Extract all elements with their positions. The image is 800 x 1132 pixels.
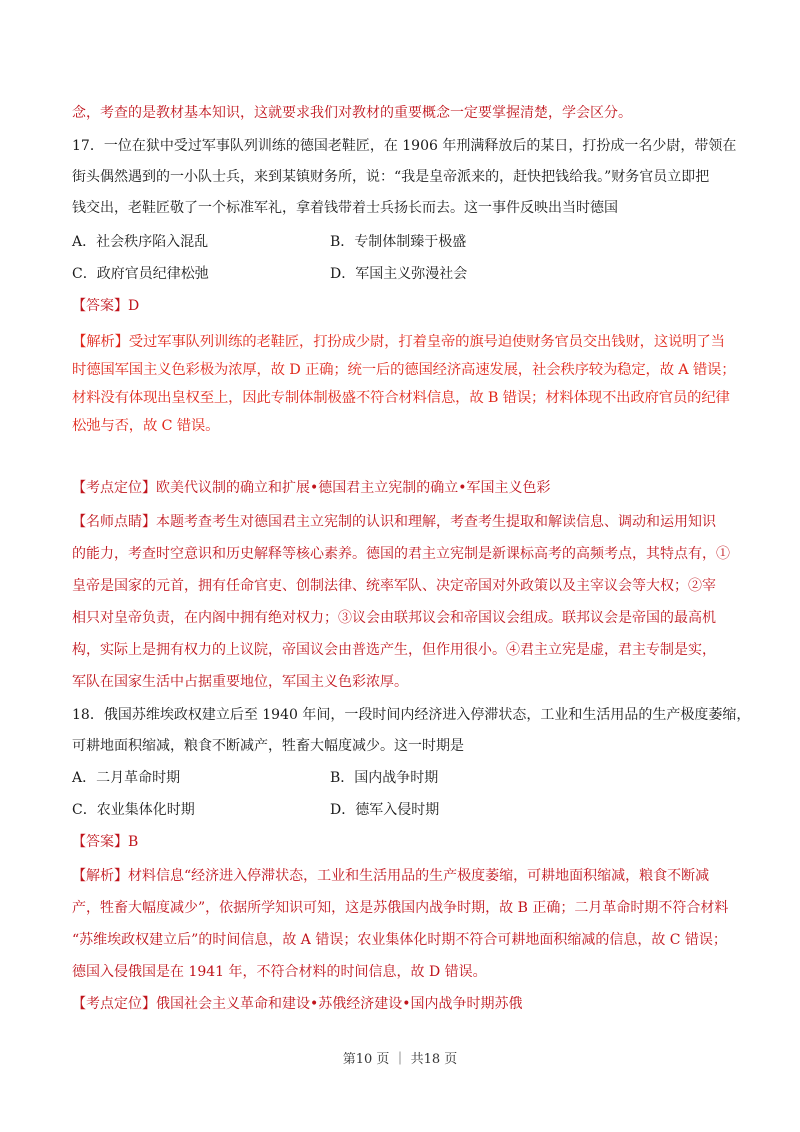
q17-mingshi-line-2: 的能力，考查时空意识和历史解释等核心素养。德国的君主立宪制是新课标高考的高频考点，其特点有，① (72, 546, 730, 562)
q17-option-a: A．社会秩序陷入混乱 (72, 234, 209, 250)
q17-mingshi-line-1 (72, 512, 716, 532)
q17-option-d: D．军国主义弥漫社会 (330, 266, 468, 282)
q17-stem-line-3: 钱交出，老鞋匠敬了一个标准军礼，拿着钱带着士兵扬长而去。这一事件反映出当时德国 (72, 200, 618, 216)
q18-kaodian (72, 994, 523, 1014)
q18-analysis-line-1 (72, 866, 709, 886)
q18-option-d: D．德军入侵时期 (330, 802, 440, 818)
q17-mingshi-text-1: 本题考查考生对德国君主立宪制的认识和理解，考查考生提取和解读信息、调动和运用知识 (156, 514, 716, 530)
q18-analysis-line-3: “苏维埃政权建立后”的时间信息，故 A 错误；农业集体化时期不符合可耕地面积缩减的信息，故 C 错误； (72, 932, 727, 948)
q17-analysis-line-3: 材料没有体现出皇权至上，因此专制体制极盛不符合材料信息，故 B 错误；材料体现不出政府官员的纪律 (72, 390, 730, 406)
q17-option-c: C．政府官员纪律松弛 (72, 266, 209, 282)
q18-analysis-text-1: 材料信息“经济进入停滞状态，工业和生活用品的生产极度萎缩，可耕地面积缩减，粮食不断减 (128, 868, 710, 884)
q17-mingshi-line-3: 皇帝是国家的元首，拥有任命官吏、创制法律、统率军队、决定帝国对外政策以及主宰议会等大权；②宰 (72, 578, 716, 594)
q17-stem-line-2: 街头偶然遇到的一小队士兵，来到某镇财务所，说：“我是皇帝派来的，赶快把钱给我。”财务官员立即把 (72, 169, 710, 185)
q17-answer: 【答案】D (72, 298, 140, 314)
q17-analysis-block (72, 328, 734, 440)
q18-option-c: C．农业集体化时期 (72, 802, 195, 818)
q17-mingshi-label: 【名师点睛】 (72, 514, 156, 530)
q18-analysis-line-4: 德国入侵俄国是在 1941 年，不符合材料的时间信息，故 D 错误。 (72, 964, 487, 980)
page-footer: 第10 页 ｜ 共18 页 (342, 1052, 458, 1067)
q18-analysis-label: 【解析】 (72, 868, 128, 884)
q17-analysis-line-4: 松弛与否，故 C 错误。 (72, 418, 220, 434)
q17-mingshi-line-4: 相只对皇帝负责，在内阁中拥有绝对权力；③议会由联邦议会和帝国议会组成。联邦议会是帝国的最高机 (72, 610, 716, 626)
q17-kaodian-label: 【考点定位】 (72, 480, 156, 496)
q18-kaodian-label: 【考点定位】 (72, 996, 156, 1012)
q17-analysis-line-1: 【解析】受过军事队列训练的老鞋匠，打扮成少尉，打着皇帝的旗号迫使财务官员交出钱财，这说明了当 (72, 334, 725, 350)
q17-option-b: B．专制体制臻于极盛 (330, 234, 467, 250)
q17-mingshi-line-6: 军队在国家生活中占据重要地位，军国主义色彩浓厚。 (72, 674, 408, 690)
q17-analysis-line-2: 时德国军国主义色彩极为浓厚，故 D 正确；统一后的德国经济高速发展，社会秩序较为稳定，故 A 错误； (72, 362, 736, 378)
q18-stem-line-2: 可耕地面积缩减，粮食不断减产，牲畜大幅度减少。这一时期是 (72, 738, 464, 754)
q17-mingshi-line-5: 构，实际上是拥有权力的上议院，帝国议会由普选产生，但作用很小。④君主立宪是虚，君主专制是实， (72, 642, 716, 658)
q18-option-b: B．国内战争时期 (330, 770, 439, 786)
q18-analysis-line-2: 产，牲畜大幅度减少”，依据所学知识可知，这是苏俄国内战争时期，故 B 正确；二月革命时期不符合材料 (72, 900, 729, 916)
q18-option-a: A．二月革命时期 (72, 770, 181, 786)
q17-kaodian (72, 478, 551, 498)
intro-line: 念，考查的是教材基本知识，这就要求我们对教材的重要概念一定要掌握清楚，学会区分。 (72, 105, 632, 121)
q18-stem-line-1: 18．俄国苏维埃政权建立后至 1940 年间，一段时间内经济进入停滞状态，工业和生活用品的生产极度萎缩， (72, 707, 751, 723)
q17-stem-line-1: 17．一位在狱中受过军事队列训练的德国老鞋匠，在 1906 年刑满释放后的某日，打扮成一名少尉，带领在 (72, 138, 737, 154)
q18-kaodian-text: 俄国社会主义革命和建设•苏俄经济建设•国内战争时期苏俄 (156, 996, 523, 1012)
q18-answer: 【答案】B (72, 834, 139, 850)
q17-kaodian-text: 欧美代议制的确立和扩展•德国君主立宪制的确立•军国主义色彩 (156, 480, 551, 496)
